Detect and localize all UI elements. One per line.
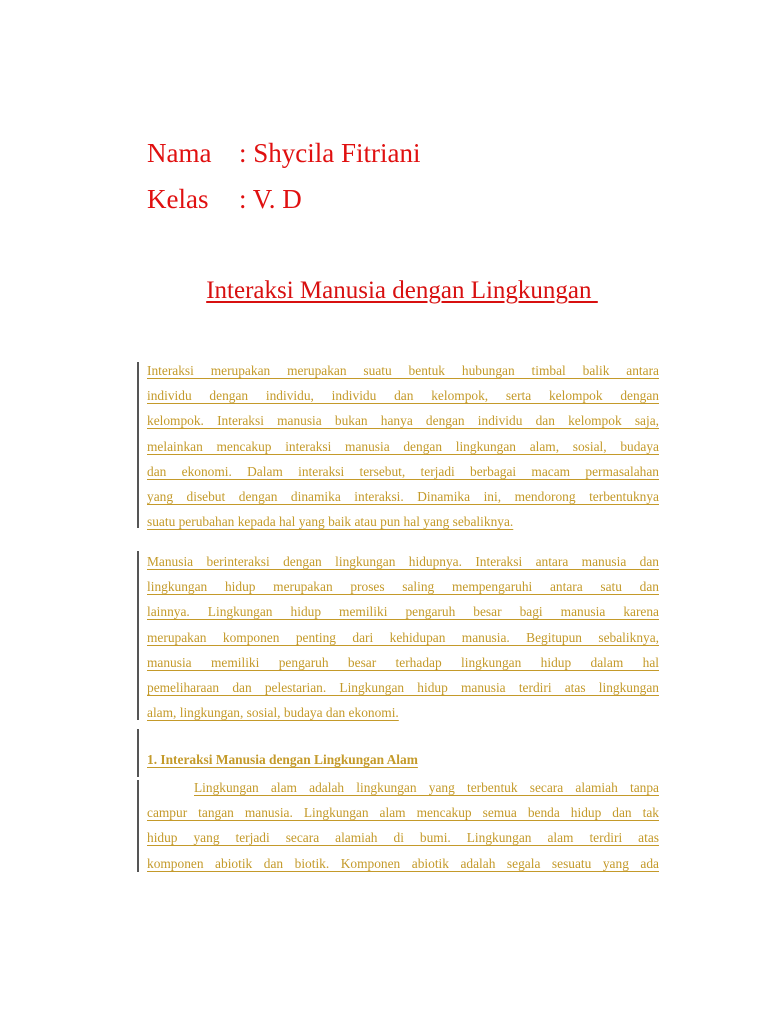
paragraph-1 [147, 358, 659, 534]
text-line: lingkungan hidup merupakan proses saling mempengaruhi antara satu dan [147, 579, 659, 595]
text-line: melainkan mencakup interaksi manusia dengan lingkungan alam, sosial, budaya [147, 438, 659, 454]
kelas-value: : V. D [239, 184, 302, 214]
change-bar [137, 729, 139, 777]
text-line: yang disebut dengan dinamika interaksi. Dinamika ini, mendorong terbentuknya [147, 488, 659, 504]
text-line: dan ekonomi. Dalam interaksi tersebut, terjadi berbagai macam permasalahan [147, 463, 659, 479]
text-line: campur tangan manusia. Lingkungan alam mencakup semua benda hidup dan tak [147, 805, 659, 821]
nama-value: : Shycila Fitriani [239, 138, 421, 168]
nama-label: Nama [147, 138, 212, 168]
nama-row [147, 138, 421, 169]
change-bar [137, 362, 139, 528]
text-line: individu dengan individu, individu dan kelompok, serta kelompok dengan [147, 388, 659, 404]
text-line: hidup yang terjadi secara alamiah di bumi. Lingkungan alam terdiri atas [147, 830, 659, 846]
text-line: alam, lingkungan, sosial, budaya dan ekonomi. [147, 705, 399, 721]
text-line: merupakan komponen penting dari kehidupan manusia. Begitupun sebaliknya, [147, 629, 659, 645]
text-line: komponen abiotik dan biotik. Komponen abiotik adalah segala sesuatu yang ada [147, 855, 659, 871]
change-bar [137, 780, 139, 872]
document-title: Interaksi Manusia dengan Lingkungan [206, 277, 598, 304]
text-line: manusia memiliki pengaruh besar terhadap lingkungan hidup dalam hal [147, 654, 659, 670]
kelas-row [147, 184, 302, 215]
text-line: suatu perubahan kepada hal yang baik atau pun hal yang sebaliknya. [147, 514, 514, 530]
change-bar [137, 551, 139, 720]
section-heading: 1. Interaksi Manusia dengan Lingkungan Alam [147, 752, 418, 767]
text-line: Manusia berinteraksi dengan lingkungan hidupnya. Interaksi antara manusia dan [147, 554, 659, 569]
text-line: kelompok. Interaksi manusia bukan hanya dengan individu dan kelompok saja, [147, 413, 659, 429]
paragraph-2 [147, 549, 659, 725]
paragraph-3 [147, 775, 659, 876]
text-line: lainnya. Lingkungan hidup memiliki pengaruh besar bagi manusia karena [147, 604, 659, 620]
kelas-label: Kelas [147, 184, 209, 214]
text-line: Interaksi merupakan merupakan suatu bentuk hubungan timbal balik antara [147, 363, 659, 378]
text-line: Lingkungan alam adalah lingkungan yang terbentuk secara alamiah tanpa [194, 780, 659, 795]
text-line: pemeliharaan dan pelestarian. Lingkungan hidup manusia terdiri atas lingkungan [147, 679, 659, 695]
